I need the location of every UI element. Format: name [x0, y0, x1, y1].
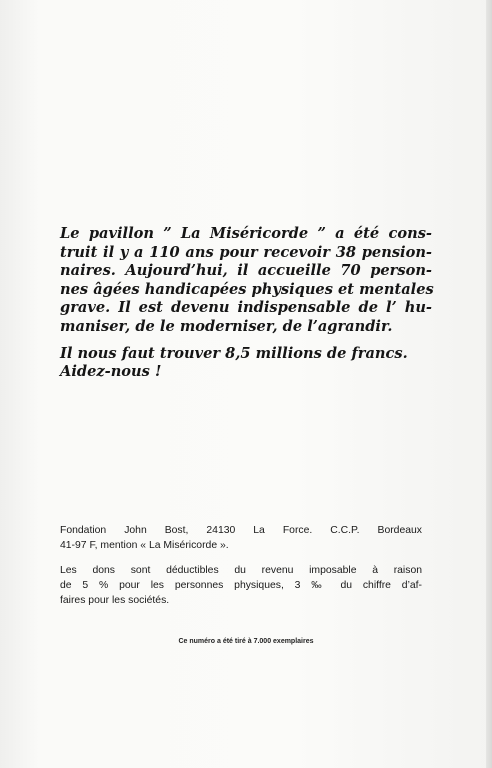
appeal-line: Il nous faut trouver 8,5 millions de francs.	[60, 344, 408, 362]
address-line: 41-97 F, mention « La Miséricorde ».	[60, 540, 229, 551]
print-run-note: Ce numéro a été tiré à 7.000 exemplaires	[178, 638, 314, 645]
foundation-address	[60, 523, 422, 553]
appeal-paragraph-1	[60, 225, 432, 337]
appeal-paragraph-2	[60, 345, 432, 382]
page-fold-shadow	[486, 0, 492, 768]
appeal-line: naires. Aujourd’hui, il accueille 70 person-	[60, 262, 432, 280]
appeal-line: Aidez-nous !	[60, 363, 162, 381]
appeal-text	[60, 225, 432, 382]
appeal-line: grave. Il est devenu indispensable de l’ hu-	[60, 299, 432, 317]
appeal-line: maniser, de le moderniser, de l’agrandir.	[60, 317, 393, 335]
appeal-line: truit il y a 110 ans pour recevoir 38 pension-	[60, 243, 432, 261]
tax-line: de 5 % pour les personnes physiques, 3 ‰ du chiffre d’af-	[60, 580, 422, 591]
appeal-line: Le pavillon ” La Miséricorde ” a été cons-	[60, 225, 432, 242]
tax-line: Les dons sont déductibles du revenu imposable à raison	[60, 565, 422, 576]
address-line: Fondation John Bost, 24130 La Force. C.C.P. Bordeaux	[60, 525, 422, 536]
appeal-line: nes âgées handicapées physiques et mentales	[60, 280, 434, 298]
tax-line: faires pour les sociétés.	[60, 595, 170, 606]
tax-deduction-note	[60, 563, 422, 608]
